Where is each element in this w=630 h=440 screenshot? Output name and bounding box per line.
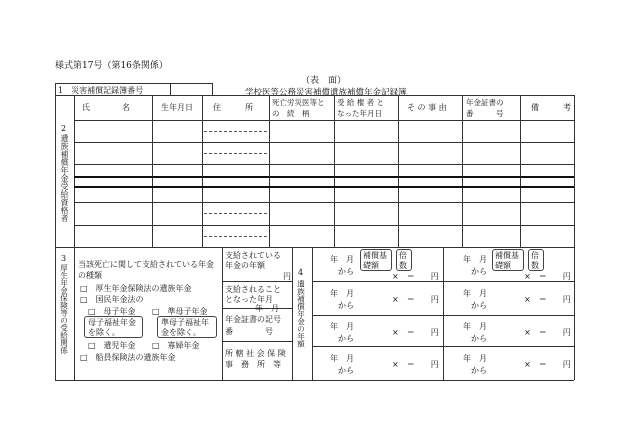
base-label-2: 礎額 — [495, 261, 511, 270]
section2-number: 2 — [61, 124, 67, 133]
mult-label-2: 数 — [399, 261, 407, 270]
calc-formula: × ＝ 円 — [524, 295, 571, 304]
header-relation-2: の 続 柄 — [272, 109, 310, 118]
note-junboshi-fukushi: 準母子福祉年 — [161, 318, 209, 327]
header-cert-1: 年金証書の — [466, 98, 504, 107]
header-date-1: 受 給 権 者 と — [337, 98, 385, 107]
calc-ym: 年 月 — [330, 289, 354, 298]
note-boshi-fukushi: 母子福祉年金 — [88, 318, 136, 327]
base-label-2: 礎額 — [363, 261, 379, 270]
calc-formula: × ＝ 円 — [524, 272, 571, 281]
item-junboshi-nenkin[interactable]: □ 準母子年金 — [152, 307, 208, 316]
annual-amount-label-1: 支給されている — [225, 251, 281, 260]
calc-formula: × ＝ 円 — [392, 328, 439, 337]
office-label-1: 所 轄 社 会 保 険 — [225, 349, 286, 358]
cert-number-label-1: 年金証書の記号 — [225, 315, 281, 324]
calc-from: から — [338, 267, 354, 276]
header-remarks: 備 考 — [531, 103, 571, 112]
start-month-label-1: 支給されること — [225, 285, 281, 294]
annual-amount-yen: 円 — [283, 272, 291, 281]
header-birthdate: 生年月日 — [161, 103, 193, 112]
start-month-ym: 年 月 — [255, 304, 279, 313]
calc-ym: 年 月 — [330, 255, 354, 264]
calc-from: から — [338, 334, 354, 343]
calc-formula: × ＝ 円 — [392, 295, 439, 304]
mult-label-2: 数 — [531, 261, 539, 270]
header-name: 氏 名 — [82, 103, 130, 112]
annual-amount-label-2: 年金の年額 — [225, 261, 265, 270]
office-label-2: 事 務 所 等 — [225, 360, 281, 369]
base-label-1: 補償基 — [495, 251, 519, 260]
document-title: 学校医等公務災害補償遺族補償年金記録簿 — [245, 88, 407, 98]
cert-number-label-2: 番 号 — [225, 327, 273, 336]
calc-ym: 年 月 — [463, 354, 487, 363]
item-senin-hoken[interactable]: □ 船員保険法の遺族年金 — [80, 353, 176, 362]
section4-label: 遺族補償年金の年額 — [296, 280, 306, 348]
base-label-1: 補償基 — [363, 251, 387, 260]
calc-from: から — [471, 366, 487, 375]
calc-formula: × ＝ 円 — [392, 272, 439, 281]
pension-intro-2: の種類 — [78, 271, 102, 280]
mult-label-1: 倍 — [531, 251, 539, 260]
section3-label: 厚生年金保険等の受給関係 — [59, 264, 69, 354]
calc-ym: 年 月 — [330, 354, 354, 363]
item-boshi-nenkin[interactable]: □ 母子年金 — [88, 307, 136, 316]
calc-ym: 年 月 — [463, 289, 487, 298]
start-month-label-2: となった年月 — [225, 295, 273, 304]
header-relation-1: 死亡労災医等と — [272, 98, 325, 107]
item-iji-nenkin[interactable]: □ 遺児年金 — [88, 341, 136, 350]
calc-formula: × ＝ 円 — [524, 328, 571, 337]
section4-number: 4 — [298, 268, 304, 277]
mult-label-1: 倍 — [399, 251, 407, 260]
calc-from: から — [471, 301, 487, 310]
header-cert-2: 番 号 — [466, 109, 504, 118]
calc-ym: 年 月 — [463, 255, 487, 264]
calc-formula: × ＝ 円 — [392, 360, 439, 369]
calc-from: から — [471, 267, 487, 276]
header-reason: そ の 事 由 — [407, 103, 447, 112]
calc-ym: 年 月 — [463, 322, 487, 331]
item-kokumin-nenkin[interactable]: □ 国民年金法の — [80, 295, 144, 304]
note-exclude-1: を除く。 — [88, 328, 120, 337]
header-date-2: なった年月日 — [337, 109, 382, 118]
section3-number: 3 — [61, 254, 67, 263]
calc-from: から — [471, 334, 487, 343]
item-kosei-nenkin[interactable]: □ 厚生年金保険法の遺族年金 — [80, 284, 192, 293]
header-address: 住 所 — [213, 103, 253, 112]
pension-intro-1: 当該死亡に関して支給されている年金 — [78, 260, 214, 269]
item-kafu-nenkin[interactable]: □ 寡婦年金 — [152, 341, 200, 350]
calc-from: から — [338, 366, 354, 375]
record-number-label: 1 災害補償記録簿番号 — [58, 86, 144, 95]
section2-label: 遺族補償年金受給資格者 — [60, 134, 69, 222]
calc-ym: 年 月 — [330, 322, 354, 331]
note-exclude-2: 金を除く。 — [161, 328, 201, 337]
calc-formula: × ＝ 円 — [524, 360, 571, 369]
calc-from: から — [338, 301, 354, 310]
side-label: （表 面） — [301, 76, 347, 86]
form-number: 様式第17号（第16条関係） — [55, 61, 168, 71]
